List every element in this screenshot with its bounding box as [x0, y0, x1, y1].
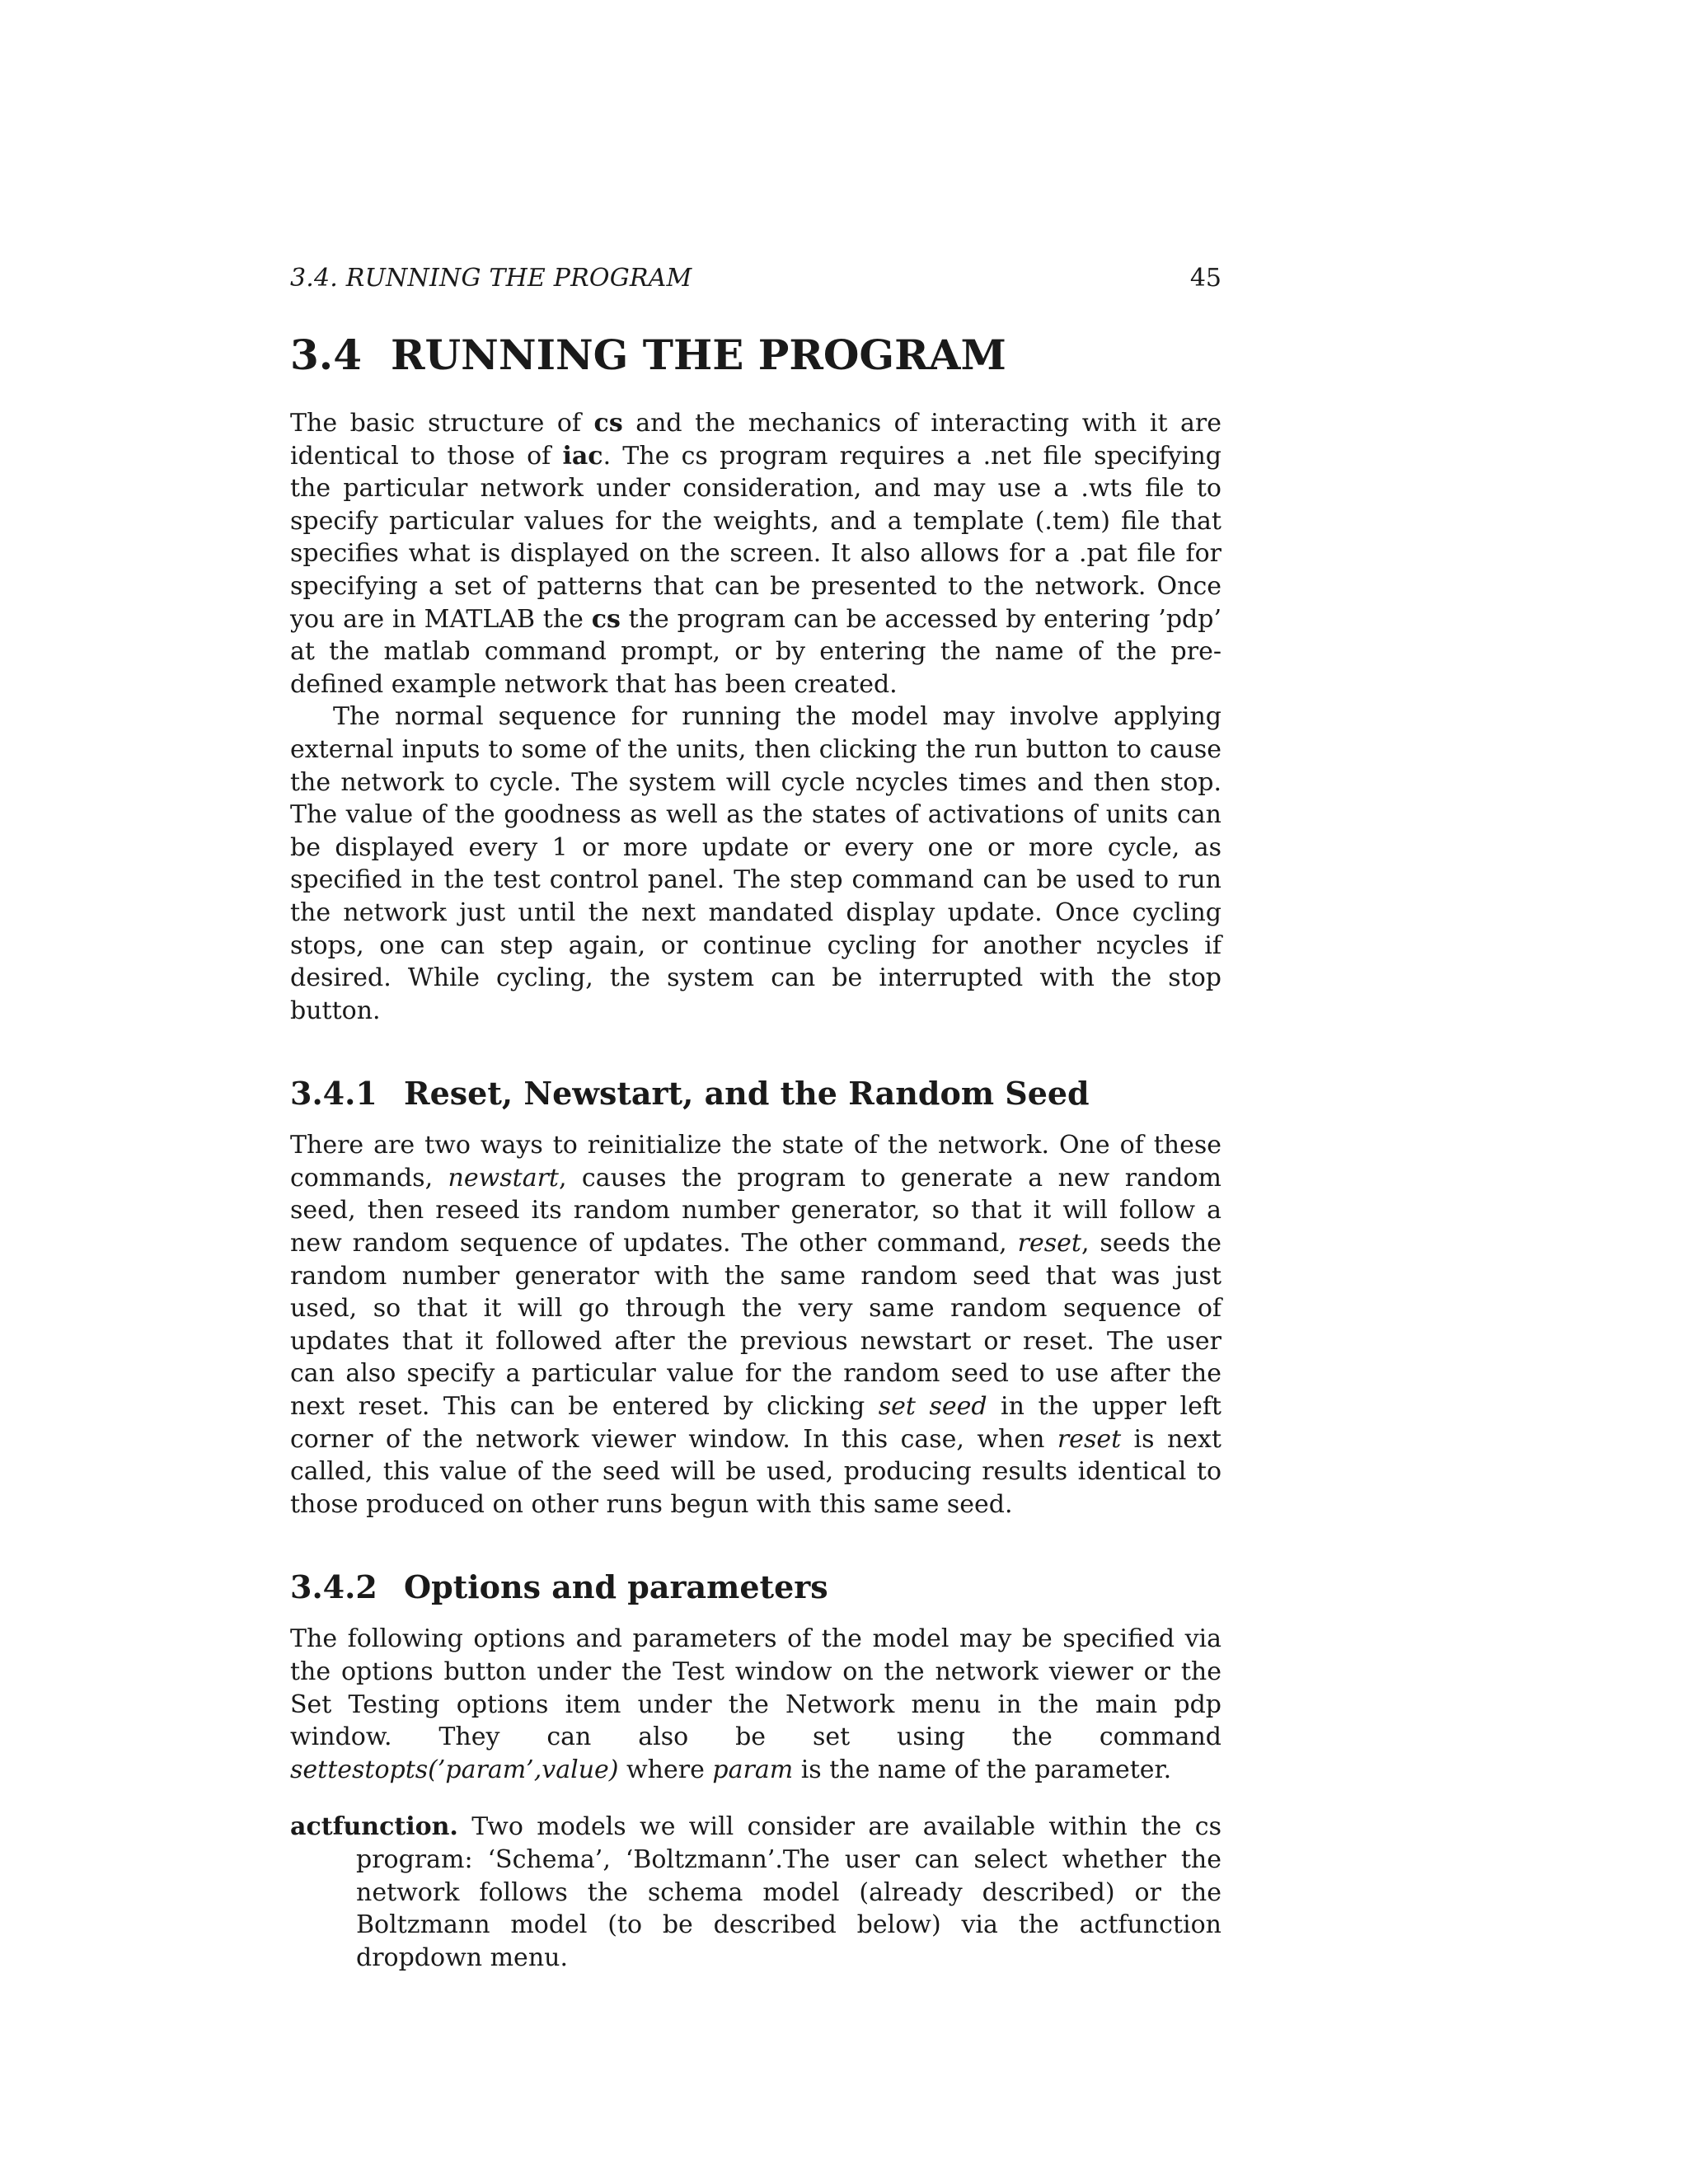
body-paragraph-1 [290, 407, 1221, 701]
section-title: RUNNING THE PROGRAM [391, 330, 1006, 379]
italic-command-settestopts: settestopts(’param’,value) [290, 1755, 619, 1784]
italic-term-reset: reset [1057, 1424, 1122, 1454]
text-run: in the upper left corner of the network viewer window. In this case, when [290, 1392, 1221, 1454]
bold-term-iac: iac [562, 441, 603, 471]
text-run: The following options and parameters of the model may be specified via the options button under the Test window on the network viewer or the Set Testing options item under the Network menu in the main pdp window. They can also be set using the command [290, 1624, 1221, 1752]
text-run: and the mechanics of interacting with it are identical to those of [290, 409, 1221, 471]
text-run: the program can be accessed by entering ’pdp’ at the matlab command prompt, or by entering the name of the pre-defined example network that has been created. [290, 604, 1221, 699]
page-number: 45 [1189, 264, 1221, 293]
body-paragraph-options [290, 1623, 1221, 1786]
subsection-number: 3.4.1 [290, 1075, 377, 1113]
subsection-title: Reset, Newstart, and the Random Seed [404, 1075, 1090, 1113]
description-text: Two models we will consider are available within the cs program: ‘Schema’, ‘Boltzmann’.The user can select whether the network follows the schema model (already described) or the Boltzmann model (to be described below) via the actfunction dropdown menu. [356, 1812, 1221, 1972]
text-run: There are two ways to reinitialize the state of the network. One of these commands, [290, 1131, 1221, 1193]
body-paragraph-reset [290, 1129, 1221, 1521]
italic-term-newstart: newstart [448, 1163, 559, 1193]
italic-term-set-seed: set seed [878, 1392, 987, 1422]
description-item-actfunction [290, 1811, 1221, 1974]
bold-term-cs: cs [591, 604, 621, 634]
description-term: actfunction. [290, 1812, 458, 1842]
subsection-heading-reset [290, 1073, 1221, 1114]
body-paragraph-2: The normal sequence for running the model may involve applying external inputs to some of the units, then clicking the run button to cause the network to cycle. The system will cycle ncycles times and then stop. The value of the goodness as well as the states of activations of units can be displayed every 1 or more update or every one or more cycle, as specified in the test control panel. The step command can be used to run the network just until the next mandated display update. Once cycling stops, one can step again, or continue cycling for another ncycles if desired. While cycling, the system can be interrupted with the stop button. [290, 702, 1221, 1025]
subsection-number: 3.4.2 [290, 1568, 377, 1606]
text-run: . The cs program requires a .net file specifying the particular network under consideration, and may use a .wts file to specify particular values for the weights, and a template (.tem) file that specifies what is displayed on the screen. It also allows for a .pat file for specifying a set of patterns that can be presented to the network. Once you are in MATLAB the [290, 441, 1221, 634]
page-content [290, 262, 1221, 1974]
section-heading [290, 328, 1221, 382]
text-run: where [618, 1755, 713, 1784]
italic-term-param: param [712, 1755, 794, 1784]
section-number: 3.4 [290, 330, 362, 379]
subsection-title: Options and parameters [404, 1568, 828, 1606]
italic-term-reset: reset [1017, 1229, 1081, 1258]
text-run: The basic structure of [290, 409, 594, 438]
subsection-heading-options [290, 1567, 1221, 1608]
bold-term-cs: cs [593, 409, 623, 438]
text-run: , causes the program to generate a new random seed, then reseed its random number generator, so that it will follow a new random sequence of updates. The other command, [290, 1163, 1221, 1258]
text-run: is next called, this value of the seed will be used, producing results identical to those produced on other runs begun with this same seed. [290, 1424, 1221, 1519]
running-header [290, 262, 1221, 295]
text-run: is the name of the parameter. [793, 1755, 1172, 1784]
text-run: , seeds the random number generator with the same random seed that was just used, so that it will go through the very same random sequence of updates that it followed after the previous newstart or reset. The user can also specify a particular value for the random seed to use after the next reset. This can be entered by clicking [290, 1229, 1221, 1422]
running-header-title: 3.4. RUNNING THE PROGRAM [290, 264, 692, 293]
